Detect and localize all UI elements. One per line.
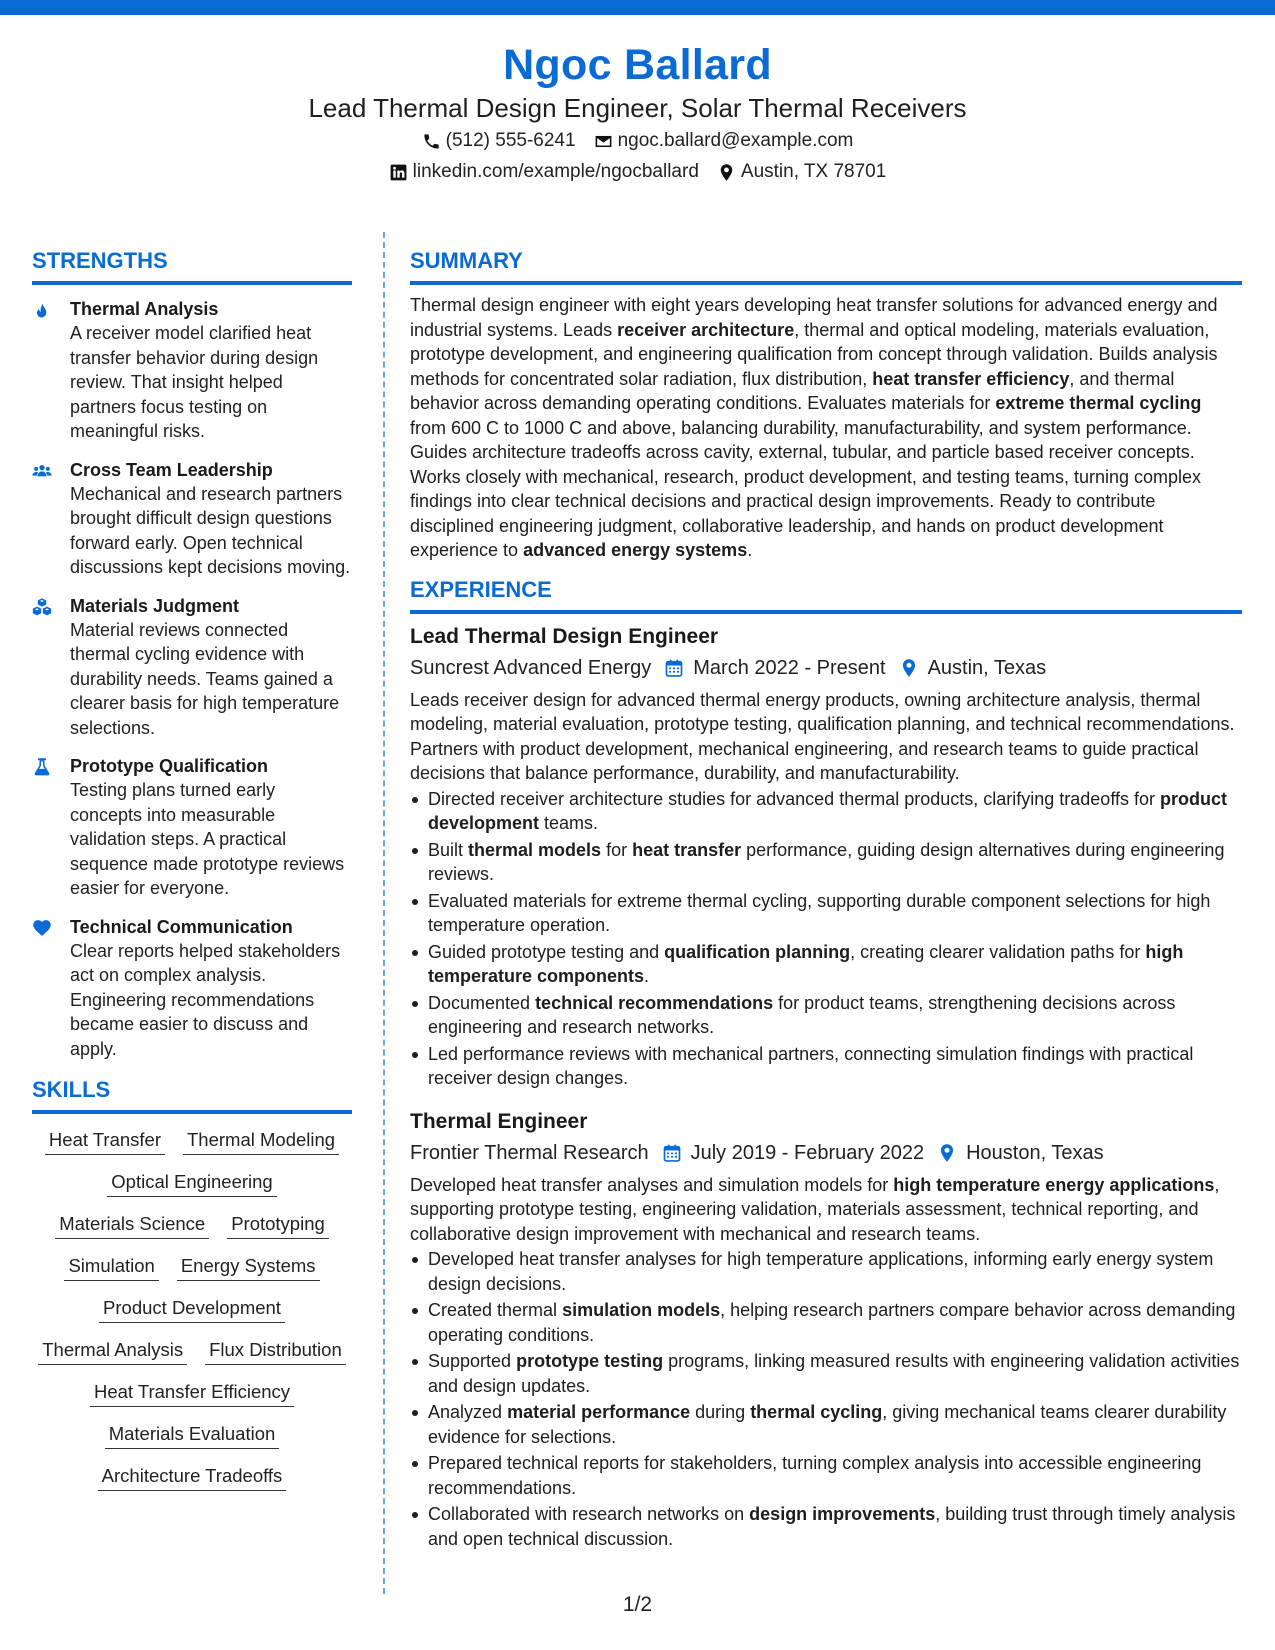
flask-icon <box>32 757 52 777</box>
linkedin-icon <box>389 163 408 182</box>
job-location: Austin, Texas <box>927 656 1047 679</box>
calendar-icon <box>662 1143 682 1163</box>
skills-heading: SKILLS <box>32 1075 352 1114</box>
calendar-icon <box>664 658 684 678</box>
job-dates: July 2019 - February 2022 <box>690 1141 925 1164</box>
map-pin-icon <box>717 163 736 182</box>
heart-icon <box>32 918 52 938</box>
bullet-item: Supported prototype testing programs, linking measured results with engineering validation activities and design updates. <box>410 1349 1242 1398</box>
email-contact[interactable] <box>594 126 854 156</box>
job-bullets <box>410 1247 1242 1551</box>
users-icon <box>32 461 52 481</box>
bullet-item: Analyzed material performance during thermal cycling, giving mechanical teams clearer durability evidence for selections. <box>410 1400 1242 1449</box>
skill-tag: Product Development <box>99 1296 285 1323</box>
skill-tag: Heat Transfer Efficiency <box>90 1380 294 1407</box>
skill-tag: Heat Transfer <box>45 1128 165 1155</box>
job-company: Suncrest Advanced Energy <box>410 656 652 679</box>
location-contact <box>717 157 886 187</box>
strength-item <box>32 458 352 580</box>
bullet-item: Prepared technical reports for stakeholders, turning complex analysis into accessible engineering recommendations. <box>410 1451 1242 1500</box>
experience-heading: EXPERIENCE <box>410 575 1242 614</box>
strength-item <box>32 915 352 1062</box>
strength-description: A receiver model clarified heat transfer behavior during design review. That insight helped partners focus testing on meaningful risks. <box>70 323 319 441</box>
strength-item <box>32 297 352 444</box>
job-meta <box>410 653 1242 683</box>
flame-icon <box>32 300 52 320</box>
skills-list <box>32 1128 352 1491</box>
strength-item <box>32 754 352 901</box>
strengths-heading: STRENGTHS <box>32 246 352 285</box>
strength-description: Testing plans turned early concepts into measurable validation steps. A practical sequence made prototype reviews easier for everyone. <box>70 780 345 898</box>
candidate-name: Ngoc Ballard <box>503 41 772 89</box>
linkedin-contact[interactable] <box>389 157 699 187</box>
column-divider <box>383 232 385 1594</box>
bullet-item: Directed receiver architecture studies for advanced thermal products, clarifying tradeoffs for product development teams. <box>410 787 1242 836</box>
bullet-item: Evaluated materials for extreme thermal cycling, supporting durable component selections for high temperature operation. <box>410 889 1242 938</box>
strength-description: Mechanical and research partners brought difficult design questions forward early. Open technical discussions kept decisions moving. <box>70 483 351 577</box>
job-meta <box>410 1138 1242 1168</box>
top-accent-bar <box>0 0 1275 15</box>
job-entry <box>410 622 1242 1091</box>
bullet-item: Collaborated with research networks on design improvements, building trust through timely analysis and open technical discussion. <box>410 1502 1242 1551</box>
left-column <box>32 246 352 1491</box>
strength-title: Materials Judgment <box>70 595 240 616</box>
job-bullets <box>410 787 1242 1091</box>
bullet-item: Built thermal models for heat transfer performance, guiding design alternatives during engineering reviews. <box>410 838 1242 887</box>
strength-description: Material reviews connected thermal cycling evidence with durability needs. Teams gained a clearer basis for high temperature selections. <box>70 619 340 738</box>
resume-header <box>0 40 1275 187</box>
phone-contact[interactable] <box>422 126 576 156</box>
contact-row-1 <box>0 126 1275 156</box>
linkedin-text: linkedin.com/example/ngocballard <box>412 161 699 182</box>
phone-text: (512) 555-6241 <box>445 130 576 151</box>
job-intro: Developed heat transfer analyses and simulation models for high temperature energy applications, supporting prototype testing, engineering validation, materials assessment, technical reporting, and collaborative design improvement with mechanical and research teams. <box>410 1174 1220 1244</box>
summary-text: Thermal design engineer with eight years developing heat transfer solutions for advanced energy and industrial systems. Leads receiver architecture, thermal and optical modeling, materials evaluation, prototype development, and engineering qualification from concept through validation. Builds analysis methods for concentrated solar radiation, flux distribution, heat transfer efficiency, and thermal behavior across demanding operating conditions. Evaluates materials for extreme thermal cycling from 600 C to 1000 C and above, balancing durability, manufacturability, and system performance. Guides architecture tradeoffs across cavity, external, tubular, and particle based receiver concepts. Works closely with mechanical, research, product development, and testing teams, turning complex findings into clear technical decisions and practical design improvements. Ready to contribute disciplined engineering judgment, collaborative leadership, and hands on product development experience to advanced energy systems. <box>410 295 1218 560</box>
skill-tag: Thermal Modeling <box>183 1128 339 1155</box>
job-location: Houston, Texas <box>966 1141 1104 1164</box>
skill-tag: Simulation <box>64 1254 158 1281</box>
phone-icon <box>422 132 441 151</box>
strengths-list <box>32 297 352 1061</box>
job-title: Thermal Engineer <box>410 1109 588 1133</box>
job-title: Lead Thermal Design Engineer <box>410 624 719 648</box>
map-pin-icon <box>899 658 919 678</box>
job-company: Frontier Thermal Research <box>410 1141 649 1164</box>
skill-tag: Architecture Tradeoffs <box>98 1464 287 1491</box>
job-dates: March 2022 - Present <box>693 656 886 679</box>
page-number: 1/2 <box>622 1593 653 1616</box>
job-entry <box>410 1107 1242 1552</box>
skill-tag: Flux Distribution <box>205 1338 346 1365</box>
strength-title: Technical Communication <box>70 916 293 937</box>
skill-tag: Energy Systems <box>177 1254 320 1281</box>
strength-title: Thermal Analysis <box>70 299 219 319</box>
envelope-icon <box>594 132 613 151</box>
strength-description: Clear reports helped stakeholders act on complex analysis. Engineering recommendations became easier to discuss and apply. <box>70 940 341 1059</box>
strength-item <box>32 594 352 741</box>
bullet-item: Documented technical recommendations for product teams, strengthening decisions across engineering and research networks. <box>410 991 1242 1040</box>
skill-tag: Materials Evaluation <box>105 1422 280 1449</box>
bullet-item: Led performance reviews with mechanical partners, connecting simulation findings with practical receiver design changes. <box>410 1042 1242 1091</box>
skill-tag: Prototyping <box>227 1212 329 1239</box>
contact-row-2 <box>0 157 1275 187</box>
summary-heading: SUMMARY <box>410 246 1242 285</box>
skill-tag: Optical Engineering <box>107 1170 276 1197</box>
skill-tag: Thermal Analysis <box>38 1338 187 1365</box>
candidate-role: Lead Thermal Design Engineer, Solar Thermal Receivers <box>308 93 967 123</box>
cubes-icon <box>32 597 52 617</box>
bullet-item: Created thermal simulation models, helping research partners compare behavior across demanding operating conditions. <box>410 1298 1242 1347</box>
skill-tag: Materials Science <box>55 1212 209 1239</box>
email-text: ngoc.ballard@example.com <box>617 130 854 151</box>
strength-title: Cross Team Leadership <box>70 459 273 480</box>
strength-title: Prototype Qualification <box>70 756 269 776</box>
bullet-item: Guided prototype testing and qualification planning, creating clearer validation paths for high temperature components. <box>410 940 1242 989</box>
job-intro: Leads receiver design for advanced thermal energy products, owning architecture analysis, thermal modeling, material evaluation, prototype testing, qualification planning, and technical recommendations. Partners with product development, mechanical engineering, and research teams to guide practical decisions that balance performance, durability, and manufacturability. <box>410 689 1235 783</box>
right-column <box>410 246 1242 1553</box>
location-text: Austin, TX 78701 <box>740 161 887 182</box>
map-pin-icon <box>937 1143 957 1163</box>
bullet-item: Developed heat transfer analyses for high temperature applications, informing early energy system design decisions. <box>410 1247 1242 1296</box>
